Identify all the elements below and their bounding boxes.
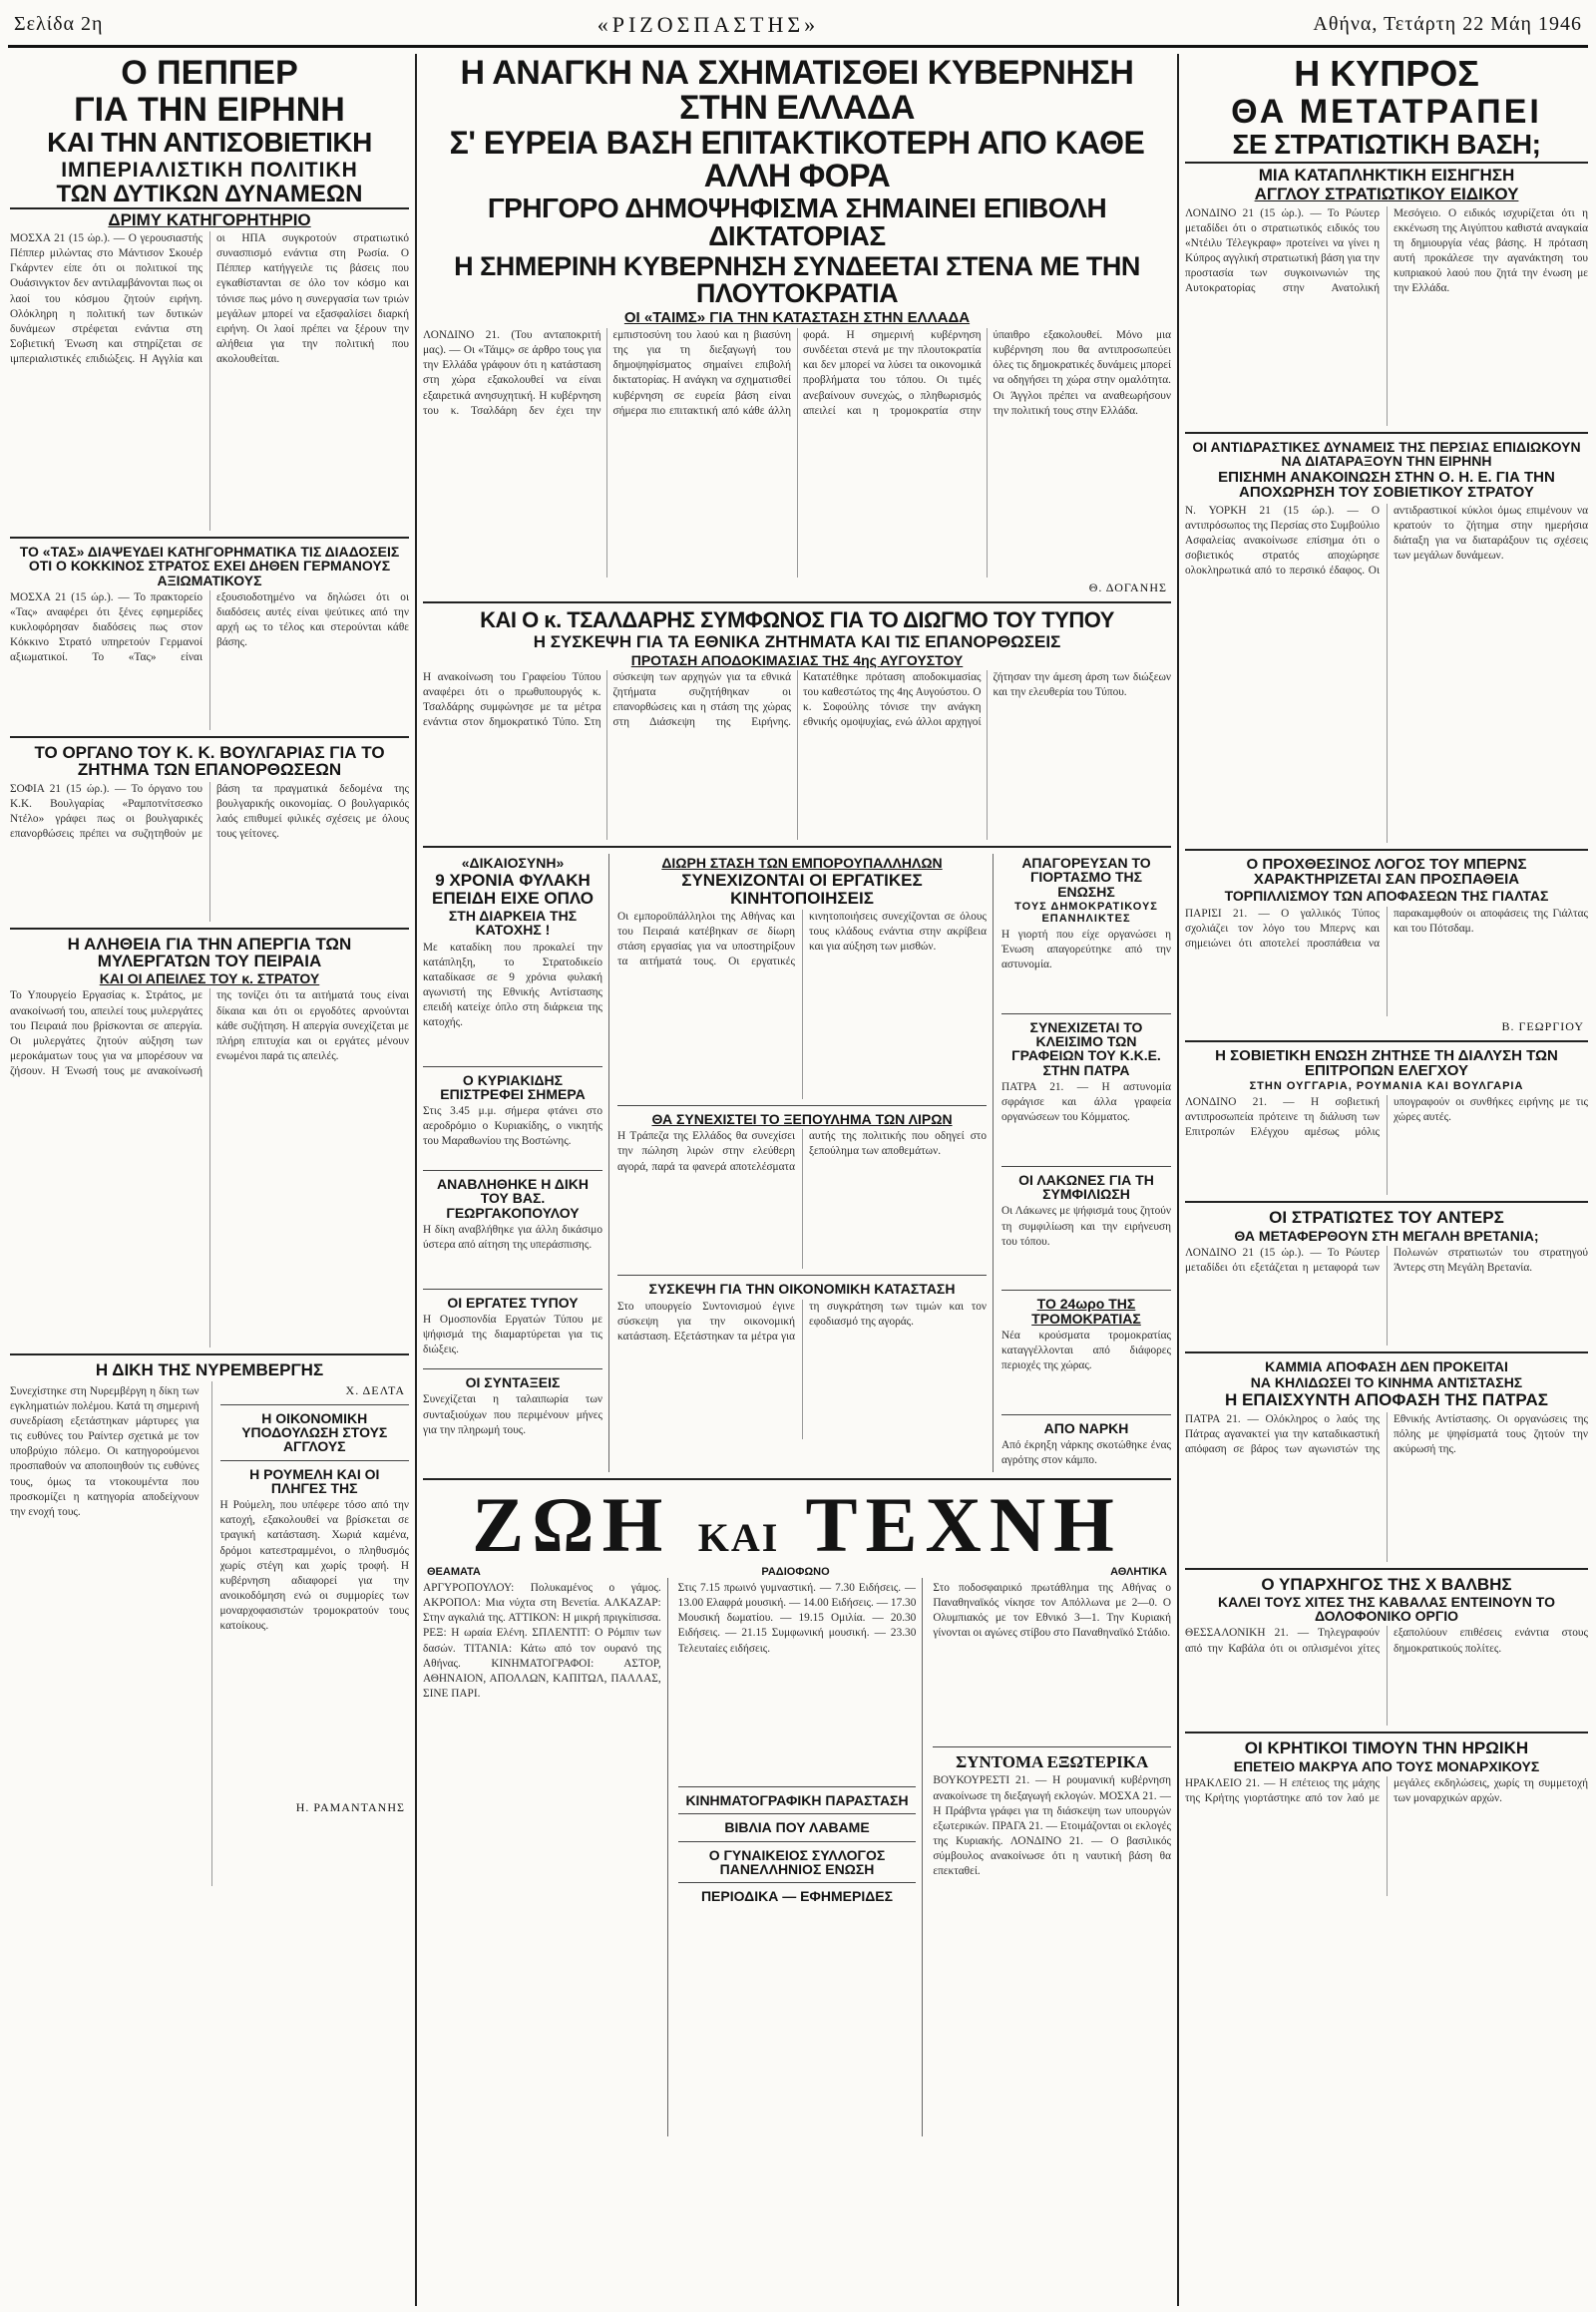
ban-body: Η γιορτή που είχε οργανώσει η Ένωση απαγορεύτηκε από την αστυνομία. bbox=[1001, 928, 1171, 971]
article-nuremberg-body: Συνεχίστηκε στη Νυρεμβέργη η δίκη των εγκληματιών πολέμου. Κατά τη σημερινή συνεδρίαση εξετάστηκαν μάρτυρες για τις ευθύνες του Ραίντερ σχετικά με τον υποβρύχιο πόλεμο. Οι κατηγορούμενοι προσπαθούν να αποποιηθούν τις ευθύνες τους, όμως τα ντοκουμέντα που προσκομίζει η κατηγορία αποδείχνουν την ενοχή τους. bbox=[10, 1384, 200, 1518]
clerks-body: Οι εμποροϋπάλληλοι της Αθήνας και του Πειραιά κατέβηκαν σε δίωρη στάση εργασίας για να υποστηρίξουν τα αιτήματά τους. Οι εργατικές κινητοποιήσεις συνεχίζονται σε όλους τους κλάδους ενάντια στην ακρίβεια και για αύξηση των μισθών. bbox=[617, 911, 987, 968]
tsaldaris-subheadline: Η ΣΥΣΚΕΨΗ ΓΙΑ ΤΑ ΕΘΝΙΚΑ ΖΗΤΗΜΑΤΑ ΚΑΙ ΤΙΣ ΕΠΑΝΟΡΘΩΣΕΙΣ bbox=[533, 632, 1061, 652]
lead-headline-2: Σ' ΕΥΡΕΙΑ ΒΑΣΗ ΕΠΙΤΑΚΤΙΚΟΤΕΡΗ ΑΠΟ ΚΑΘΕ ΑΛΛΗ ΦΟΡΑ bbox=[449, 125, 1145, 193]
section-sports: ΑΘΛΗΤΙΚΑ bbox=[1110, 1566, 1167, 1579]
center-column bbox=[423, 54, 1171, 2306]
zoi-word: ΖΩΗ bbox=[472, 1481, 671, 1569]
byrnes-signature: Β. ΓΕΩΡΓΙΟΥ bbox=[1501, 1018, 1584, 1033]
resistance-subheadline: ΝΑ ΚΗΛΙΔΩΣΕΙ ΤΟ ΚΙΝΗΜΑ ΑΝΤΙΣΤΑΣΗΣ bbox=[1250, 1374, 1523, 1391]
patra-offices-body: ΠΑΤΡΑ 21. — Η αστυνομία σφράγισε και άλλα γραφεία οργανώσεων του Κόμματος. bbox=[1001, 1080, 1171, 1124]
zoi-kai-techni-banner bbox=[423, 1481, 1171, 1569]
column-divider bbox=[1177, 54, 1179, 2306]
left-column bbox=[10, 54, 409, 2306]
dikaiosyni-label: «ΔΙΚΑΙΟΣΥΝΗ» bbox=[461, 855, 565, 872]
right-column bbox=[1185, 54, 1588, 2306]
periodicals-headline: ΠΕΡΙΟΔΙΚΑ — ΕΦΗΜΕΡΙΔΕΣ bbox=[700, 1888, 894, 1905]
cyprus-headline-1: Η ΚΥΠΡΟΣ bbox=[1294, 54, 1479, 94]
clerks-headline: ΔΙΩΡΗ ΣΤΑΣΗ ΤΩΝ ΕΜΠΟΡΟΥΠΑΛΛΗΛΩΝ bbox=[661, 855, 943, 872]
terror-headline: ΤΟ 24ωρο ΤΗΣ ΤΡΟΜΟΚΡΑΤΙΑΣ bbox=[1031, 1296, 1141, 1327]
crete-subheadline: ΕΠΕΤΕΙΟ ΜΑΚΡΥΑ ΑΠΟ ΤΟΥΣ ΜΟΝΑΡΧΙΚΟΥΣ bbox=[1233, 1757, 1540, 1774]
byrnes-subheadline: ΤΟΡΠΙΛΛΙΣΜΟΥ ΤΩΝ ΑΠΟΦΑΣΕΩΝ ΤΗΣ ΓΙΑΛΤΑΣ bbox=[1224, 888, 1549, 905]
headline-bulgaria: ΤΟ ΟΡΓΑΝΟ ΤΟΥ Κ. Κ. ΒΟΥΛΓΑΡΙΑΣ ΓΙΑ ΤΟ ΖΗΤΗΜΑ ΤΩΝ ΕΠΑΝΟΡΘΩΣΕΩΝ bbox=[34, 742, 385, 780]
kyriakidis-headline: Ο ΚΥΡΙΑΚΙΔΗΣ ΕΠΙΣΤΡΕΦΕΙ ΣΗΜΕΡΑ bbox=[440, 1071, 586, 1102]
dikaiosyni-body: Με καταδίκη που προκαλεί την κατάπληξη, το Στρατοδικείο καταδίκασε σε 9 χρόνια φυλακή αγωνιστή της Εθνικής Αντίστασης επειδή κατείχε όπλο στη διάρκεια της κατοχής. bbox=[423, 941, 602, 1029]
anders-headline: ΟΙ ΣΤΡΑΤΙΩΤΕΣ ΤΟΥ ΑΝΤΕΡΣ bbox=[1269, 1208, 1504, 1228]
subheadline-millworkers: ΚΑΙ ΟΙ ΑΠΕΙΛΕΣ ΤΟΥ κ. ΣΤΡΑΤΟΥ bbox=[99, 970, 320, 987]
article-tass-body: ΜΟΣΧΑ 21 (15 ώρ.). — Το πρακτορείο «Τας» αναφέρει ότι ξένες εφημερίδες κυκλοφόρησαν διαδόσεις πως στον Κόκκινο Στρατό υπηρετούν Γερμανοί αξιωματικοί. Το «Τας» είναι εξουσιοδοτημένο να δηλώσει ότι οι διαδόσεις αυτές είναι ψεύτικες από την αρχή ως το τέλος και στερούνται κάθε βάσης. bbox=[10, 590, 409, 664]
article-pepper-body: ΜΟΣΧΑ 21 (15 ώρ.). — Ο γερουσιαστής Πέππερ μιλώντας στο Μάντισον Σκουέρ Γκάρντεν είπε ότι οι πολιτικοί της Ουάσινγκτον δεν αντιλαμβάνονται πως οι λαοί του κόσμου ζητούν ειρήνη. Ολόκληρη η πολιτική των δυτικών δυνάμεων στρέφεται ενάντια στη Σοβιετική Ένωση και στηρίζεται σε ιμπεριαλιστικές επιδιώξεις. Η Αγγλία και οι ΗΠΑ συγκροτούν στρατιωτικό συνασπισμό ενάντια στη Ρωσία. Ο Πέππερ κατήγγειλε τις βάσεις που εγκαθίστανται σε όλο τον κόσμο και τόνισε πως μόνο η συνεργασία των τριών μεγάλων μπορεί να εξασφαλίσει διαρκή ειρήνη. Οι λαοί πρέπει να ξέρουν την αλήθεια για την πολιτική που ακολουθείται. bbox=[10, 232, 409, 366]
lead-headline-1: Η ΑΝΑΓΚΗ ΝΑ ΣΧΗΜΑΤΙΣΘΕΙ ΚΥΒΕΡΝΗΣΗ ΣΤΗΝ ΕΛΛΑΔΑ bbox=[460, 54, 1134, 127]
tsaldaris-body: Η ανακοίνωση του Γραφείου Τύπου αναφέρει ότι ο πρωθυπουργός κ. Τσαλδάρης συμφώνησε με τα μέτρα ενάντια στον δημοκρατικό Τύπο. Στη σύσκεψη των αρχηγών για τα εθνικά ζητήματα συζητήθηκαν οι επανορθώσεις και η στάση της χώρας στη Διάσκεψη της Ειρήνης. Κατατέθηκε πρόταση αποδοκιμασίας του καθεστώτος της 4ης Αυγούστου. Ο κ. Σοφούλης τόνισε την ανάγκη εθνικής ομοψυχίας, ενώ άλλοι αρχηγοί ζήτησαν την άμεση άρση των διώξεων και την ελευθερία του Τύπου. bbox=[423, 671, 1171, 729]
economy-body: Στο υπουργείο Συντονισμού έγινε σύσκεψη για την οικονομική κατάσταση. Εξετάστηκαν τα μέτρα για τη συγκράτηση των τιμών και τον εφοδιασμό της αγοράς. bbox=[617, 1300, 987, 1343]
crete-headline: ΟΙ ΚΡΗΤΙΚΟΙ ΤΙΜΟΥΝ ΤΗΝ ΗΡΩΙΚΗ bbox=[1244, 1738, 1529, 1758]
lead-subheadline: ΟΙ «ΤΑΙΜΣ» ΓΙΑ ΤΗΝ ΚΑΤΑΣΤΑΣΗ ΣΤΗΝ ΕΛΛΑΔΑ bbox=[623, 308, 971, 326]
mine-headline: ΑΠΟ ΝΑΡΚΗ bbox=[1043, 1420, 1129, 1436]
issue-date: Αθήνα, Τετάρτη 22 Μάη 1946 bbox=[1313, 13, 1582, 35]
lakones-body: Οι Λάκωνες με ψήφισμά τους ζητούν τη συμφιλίωση και την ειρήνευση του τόπου. bbox=[1001, 1205, 1171, 1248]
womens-club-headline: Ο ΓΥΝΑΙΚΕΙΟΣ ΣΥΛΛΟΓΟΣ ΠΑΝΕΛΛΗΝΙΟΣ ΕΝΩΣΗ bbox=[708, 1846, 886, 1877]
kavala-subheadline: ΚΑΛΕΙ ΤΟΥΣ ΧΙΤΕΣ ΤΗΣ ΚΑΒΑΛΑΣ ΕΝΤΕΙΝΟΥΝ ΤΟ ΔΟΛΟΦΟΝΙΚΟ ΟΡΓΙΟ bbox=[1217, 1593, 1555, 1625]
headline-tass: ΤΟ «ΤΑΣ» ΔΙΑΨΕΥΔΕΙ ΚΑΤΗΓΟΡΗΜΑΤΙΚΑ ΤΙΣ ΔΙΑΔΟΣΕΙΣ ΟΤΙ Ο ΚΟΚΚΙΝΟΣ ΣΤΡΑΤΟΣ ΕΧΕΙ ΔΗΘΕΝ ΓΕΡΜΑΝΟΥΣ ΑΞΙΩΜΑΤΙΚΟΥΣ bbox=[19, 544, 400, 588]
article-millworkers-body: Το Υπουργείο Εργασίας κ. Στράτος, με ανακοίνωσή του, απειλεί τους μυλεργάτες του Πειραιά που βρίσκονται σε απεργία. Οι μυλεργάτες ζητούν αύξηση των μεροκάματων τους για να μπορέσουν να ζήσουν. Η Ένωσή τους με ανακοίνωσή της τονίζει ότι τα αιτήματά τους είναι δίκαια και ότι οι εργοδότες αρνούνται κάθε συζήτηση. Η απεργία συνεχίζεται με πλήρη επιτυχία και οι εργάτες μένουν ενωμένοι παρά τις απειλές. bbox=[10, 989, 409, 1078]
foreign-brief-headline: ΣΥΝΤΟΜΑ ΕΞΩΤΕΡΙΚΑ bbox=[956, 1752, 1149, 1772]
patra-decision-headline: Η ΕΠΑΙΣΧΥΝΤΗ ΑΠΟΦΑΣΗ ΤΗΣ ΠΑΤΡΑΣ bbox=[1225, 1390, 1548, 1410]
ban-headline: ΑΠΑΓΟΡΕΥΣΑΝ ΤΟ ΓΙΟΡΤΑΣΜΟ ΤΗΣ ΕΝΩΣΗΣ bbox=[1021, 855, 1151, 900]
headline-economic: Η ΟΙΚΟΝΟΜΙΚΗ ΥΠΟΔΟΥΛΩΣΗ ΣΤΟΥΣ ΑΓΓΛΟΥΣ bbox=[241, 1409, 388, 1455]
georgakopoulos-headline: ΑΝΑΒΛΗΘΗΚΕ Η ΔΙΚΗ ΤΟΥ ΒΑΣ. ΓΕΩΡΓΑΚΟΠΟΥΛΟΥ bbox=[437, 1176, 589, 1221]
techni-word: ΤΕΧΝΗ bbox=[805, 1481, 1122, 1569]
headline-pepper-4: ΙΜΠΕΡΙΑΛΙΣΤΙΚΗ ΠΟΛΙΤΙΚΗ bbox=[61, 158, 358, 182]
clerks-subheadline: ΣΥΝΕΧΙΖΟΝΤΑΙ ΟΙ ΕΡΓΑΤΙΚΕΣ ΚΙΝΗΤΟΠΟΙΗΣΕΙΣ bbox=[681, 871, 923, 908]
foreign-brief-body: ΒΟΥΚΟΥΡΕΣΤΙ 21. — Η ρουμανική κυβέρνηση ανακοίνωσε τη διεξαγωγή εκλογών. ΜΟΣΧΑ 21. — Η Πράβντα γράφει για τη διάσκεψη των υπουργών εξωτερικών. ΠΡΑΓΑ 21. — Ετοιμάζονται οι εκλογές της Κυριακής. ΛΟΝΔΙΝΟ 21. — Ο βασιλικός σύμβουλος ανακοίνωσε ότι η ναυτική βάση θα επεκταθεί. bbox=[933, 1774, 1171, 1878]
cyprus-subheadline-2: ΑΓΓΛΟΥ ΣΤΡΑΤΙΩΤΙΚΟΥ ΕΙΔΙΚΟΥ bbox=[1254, 185, 1519, 204]
patra-offices-headline: ΣΥΝΕΧΙΖΕΤΑΙ ΤΟ ΚΛΕΙΣΙΜΟ ΤΩΝ ΓΡΑΦΕΙΩΝ ΤΟΥ Κ.Κ.Ε. ΣΤΗΝ ΠΑΤΡΑ bbox=[1011, 1018, 1161, 1078]
section-radio: ΡΑΔΙΟΦΩΝΟ bbox=[761, 1566, 830, 1579]
section-theamata: ΘΕΑΜΑΤΑ bbox=[427, 1566, 481, 1579]
anders-subheadline: ΘΑ ΜΕΤΑΦΕΡΘΟΥΝ ΣΤΗ ΜΕΓΑΛΗ ΒΡΕΤΑΝΙΑ; bbox=[1234, 1227, 1539, 1244]
patra-decision-body: ΠΑΤΡΑ 21. — Ολόκληρος ο λαός της Πάτρας αγανακτεί για την καταδικαστική απόφαση σε βάρος των αγωνιστών της Εθνικής Αντίστασης. Οι οργανώσεις της πόλης με ψηφίσματά τους ζητούν την ακύρωσή της. bbox=[1185, 1412, 1588, 1455]
tsaldaris-headline: ΚΑΙ Ο κ. ΤΣΑΛΔΑΡΗΣ ΣΥΜΦΩΝΟΣ ΓΙΑ ΤΟ ΔΙΩΓΜΟ ΤΟΥ ΤΥΠΟΥ bbox=[480, 607, 1114, 633]
persia-body: Ν. ΥΟΡΚΗ 21 (15 ώρ.). — Ο αντιπρόσωπος της Περσίας στο Συμβούλιο Ασφαλείας ανακοίνωσε επίσημα ότι ο σοβιετικός στρατός αποχώρησε ολοκληρωτικά από το περσικό έδαφος. Οι αντιδραστικοί κύκλοι όμως επιμένουν να κρατούν το ζήτημα στην ημερήσια διάταξη για να διαταράξουν τις σχέσεις των μεγάλων δυνάμεων. bbox=[1185, 504, 1588, 578]
pounds-headline: ΘΑ ΣΥΝΕΧΙΣΤΕΙ ΤΟ ΞΕΠΟΥΛΗΜΑ ΤΩΝ ΛΙΡΩΝ bbox=[651, 1111, 953, 1127]
pensions-body: Συνεχίζεται η ταλαιπωρία των συνταξιούχων που περιμένουν μήνες για την πληρωμή τους. bbox=[423, 1393, 602, 1436]
headline-millworkers: Η ΑΛΗΘΕΙΑ ΓΙΑ ΤΗΝ ΑΠΕΡΓΙΑ ΤΩΝ ΜΥΛΕΡΓΑΤΩΝ ΤΟΥ ΠΕΙΡΑΙΑ bbox=[67, 934, 352, 970]
headline-pepper-2: ΓΙΑ ΤΗΝ ΕΙΡΗΝΗ bbox=[74, 90, 345, 129]
page-number: Σελίδα 2η bbox=[14, 13, 104, 35]
cyprus-body: ΛΟΝΔΙΝΟ 21 (15 ώρ.). — Το Ρώυτερ μεταδίδει ότι ο στρατιωτικός ειδικός του «Ντέιλυ Τέλεγκραφ» προτείνει να γίνει η Κύπρος αγγλική στρατιωτική βάση για την προστασία των συγκοινωνιών της Αυτοκρατορίας στην Ανατολική Μεσόγειο. Ο ειδικός ισχυρίζεται ότι η εκκένωση της Αιγύπτου καθιστά αναγκαία τη δημιουργία νέας βάσης. Η πρόταση αυτή προκάλεσε την αγανάκτηση του κυπριακού λαού που ζητά την ένωση με την Ελλάδα. bbox=[1185, 206, 1588, 295]
anders-body: ΛΟΝΔΙΝΟ 21 (15 ώρ.). — Το Ρώυτερ μεταδίδει ότι εξετάζεται η μεταφορά των Πολωνών στρατιωτών του στρατηγού Άντερς στη Μεγάλη Βρετανία. bbox=[1185, 1246, 1588, 1274]
subheadline-pepper: ΔΡΙΜΥ ΚΑΤΗΓΟΡΗΤΗΡΙΟ bbox=[108, 209, 311, 229]
kavala-body: ΘΕΣΣΑΛΟΝΙΚΗ 21. — Τηλεγραφούν από την Καβάλα ότι οι οπλισμένοι χίτες εξαπολύουν επιθέσεις ενάντια στους δημοκρατικούς πολίτες. bbox=[1185, 1627, 1588, 1655]
control-commissions-headline: Η ΣΟΒΙΕΤΙΚΗ ΕΝΩΣΗ ΖΗΤΗΣΕ ΤΗ ΔΙΑΛΥΣΗ ΤΩΝ ΕΠΙΤΡΟΠΩΝ ΕΛΕΓΧΟΥ bbox=[1215, 1046, 1558, 1079]
article-bulgaria-body: ΣΟΦΙΑ 21 (15 ώρ.). — Το όργανο του Κ.Κ. Βουλγαρίας «Ραμποτνίτσεσκο Ντέλο» γράφει πως οι βουλγαρικές επανορθώσεις πρέπει να συζητηθούν με βάση τα πραγματικά δεδομένα της βουλγαρικής οικονομίας. Ο βουλγαρικός λαός επιθυμεί φιλικές σχέσεις με όλους τους γείτονες. bbox=[10, 782, 409, 840]
lead-headline-3: ΓΡΗΓΟΡΟ ΔΗΜΟΨΗΦΙΣΜΑ ΣΗΜΑΙΝΕΙ ΕΠΙΒΟΛΗ ΔΙΚΤΑΤΟΡΙΑΣ bbox=[487, 192, 1107, 252]
pensions-headline: ΟΙ ΣΥΝΤΑΞΕΙΣ bbox=[465, 1374, 561, 1391]
persia-subheadline: ΕΠΙΣΗΜΗ ΑΝΑΚΟΙΝΩΣΗ ΣΤΗΝ Ο. Η. Ε. ΓΙΑ ΤΗΝ ΑΠΟΧΩΡΗΣΗ ΤΟΥ ΣΟΒΙΕΤΙΚΟΥ ΣΤΡΑΤΟΥ bbox=[1218, 469, 1555, 502]
headline-pepper: Ο ΠΕΠΠΕΡ bbox=[121, 54, 298, 92]
persia-headline: ΟΙ ΑΝΤΙΔΡΑΣΤΙΚΕΣ ΔΥΝΑΜΕΙΣ ΤΗΣ ΠΕΡΣΙΑΣ ΕΠΙΔΙΩΚΟΥΝ ΝΑ ΔΙΑΤΑΡΑΞΟΥΝ ΤΗΝ ΕΙΡΗΝΗ bbox=[1192, 438, 1581, 469]
lakones-headline: ΟΙ ΛΑΚΩΝΕΣ ΓΙΑ ΤΗ ΣΥΜΦΙΛΙΩΣΗ bbox=[1018, 1171, 1154, 1203]
newspaper-name: «ΡΙΖΟΣΠΑΣΤΗΣ» bbox=[597, 11, 820, 37]
resistance-headline: ΚΑΜΜΙΑ ΑΠΟΦΑΣΗ ΔΕΝ ΠΡΟΚΕΙΤΑΙ bbox=[1265, 1357, 1508, 1374]
kyriakidis-body: Στις 3.45 μ.μ. σήμερα φτάνει στο αεροδρόμιο ο Κυριακίδης, ο νικητής του Μαραθωνίου της Βοστώνης. bbox=[423, 1105, 602, 1148]
headline-roumeli: Η ΡΟΥΜΕΛΗ ΚΑΙ ΟΙ ΠΛΗΓΕΣ ΤΗΣ bbox=[249, 1465, 380, 1496]
lead-signature: Θ. ΔΟΓΑΝΗΣ bbox=[1088, 580, 1167, 595]
ban-subheadline: ΤΟΥΣ ΔΗΜΟΚΡΑΤΙΚΟΥΣ ΕΠΑΝΗΛΙΚΤΕΣ bbox=[1014, 900, 1158, 925]
byrnes-headline: Ο ΠΡΟΧΘΕΣΙΝΟΣ ΛΟΓΟΣ ΤΟΥ ΜΠΕΡΝΣ ΧΑΡΑΚΤΗΡΙΖΕΤΑΙ ΣΑΝ ΠΡΟΣΠΑΘΕΙΑ bbox=[1246, 855, 1527, 889]
signature-delta: Χ. ΔΕΛΤΑ bbox=[345, 1382, 405, 1397]
books-received-headline: ΒΙΒΛΙΑ ΠΟΥ ΛΑΒΑΜΕ bbox=[724, 1819, 870, 1836]
mine-body: Από έκρηξη νάρκης σκοτώθηκε ένας αγρότης στον κάμπο. bbox=[1001, 1439, 1171, 1467]
cyprus-subheadline-1: ΜΙΑ ΚΑΤΑΠΛΗΚΤΙΚΗ ΕΙΣΗΓΗΣΗ bbox=[1185, 162, 1588, 184]
signature-ramantanis: Η. ΡΑΜΑΝΤΑΝΗΣ bbox=[295, 1800, 405, 1815]
terror-body: Νέα κρούσματα τρομοκρατίας καταγγέλλονται από διάφορες περιοχές της χώρας. bbox=[1001, 1330, 1171, 1372]
masthead bbox=[8, 4, 1588, 48]
kavala-headline: Ο ΥΠΑΡΧΗΓΟΣ ΤΗΣ Χ ΒΑΛΒΗΣ bbox=[1261, 1574, 1512, 1594]
cyprus-headline-3: ΣΕ ΣΤΡΑΤΙΩΤΙΚΗ ΒΑΣΗ; bbox=[1232, 129, 1541, 161]
economy-headline: ΣΥΣΚΕΨΗ ΓΙΑ ΤΗΝ ΟΙΚΟΝΟΜΙΚΗ ΚΑΤΑΣΤΑΣΗ bbox=[648, 1281, 956, 1298]
headline-pepper-5: ΤΩΝ ΔΥΤΙΚΩΝ ΔΥΝΑΜΕΩΝ bbox=[10, 183, 409, 208]
dikaiosyni-headline: 9 ΧΡΟΝΙΑ ΦΥΛΑΚΗ ΕΠΕΙΔΗ ΕΙΧΕ ΟΠΛΟ bbox=[432, 871, 594, 908]
pounds-body: Η Τράπεζα της Ελλάδος θα συνεχίσει την πώληση λιρών στην ελεύθερη αγορά, παρά τα φανερά αποτελέσματα αυτής της πολιτικής που οδηγεί στο ξεπούλημα των αποθεμάτων. bbox=[617, 1130, 987, 1173]
cyprus-headline-2: ΘΑ ΜΕΤΑΤΡΑΠΕΙ bbox=[1231, 92, 1542, 131]
sports-body: Στο ποδοσφαιρικό πρωτάθλημα της Αθήνας ο Παναθηναϊκός νίκησε τον Απόλλωνα με 2—0. Ο Ολυμπιακός με τον Εθνικό 3—1. Την Κυριακή γίνονται οι αγώνες στίβου στο Παναθηναϊκό Στάδιο. bbox=[933, 1582, 1171, 1640]
radio-listing: Στις 7.15 πρωινό γυμναστική. — 7.30 Ειδήσεις. — 13.00 Ελαφρά μουσική. — 14.00 Ειδήσεις. — 17.30 Μουσική δωματίου. — 19.15 Ομιλία. — 20.30 Ειδήσεις. — 21.15 Συμφωνική μουσική. — 23.30 Τελευταίες ειδήσεις. bbox=[677, 1582, 917, 1655]
lead-article-body: ΛΟΝΔΙΝΟ 21. (Του ανταποκριτή μας). — Οι «Τάιμς» σε άρθρο τους για την Ελλάδα γράφουν ότι η κατάσταση στη χώρα εξακολουθεί να είναι εξαιρετικά ανησυχητική. Η κυβέρνηση του κ. Τσαλδάρη δεν έχει την εμπιστοσύνη του λαού και η βιασύνη της για τη διεξαγωγή του δημοψηφίσματος σημαίνει επιβολή δικτατορίας. Η ανάγκη να σχηματισθεί κυβέρνηση σε ευρεία βάση είναι σήμερα πιο επιτακτική από κάθε άλλη φορά. Η σημερινή κυβέρνηση συνδέεται στενά με την πλουτοκρατία και δεν μπορεί να λύσει τα οικονομικά προβλήματα του τόπου. Οι τιμές ανεβαίνουν συνεχώς, ο πληθωρισμός απειλεί και η τρομοκρατία στην ύπαιθρο εξακολουθεί. Μόνο μια κυβέρνηση που θα αντιπροσωπεύει όλες τις δημοκρατικές δυνάμεις μπορεί να οδηγήσει τη χώρα στην ομαλότητα. Οι Άγγλοι πρέπει να αναθεωρήσουν την πολιτική τους στην Ελλάδα. bbox=[423, 329, 1171, 417]
tsaldaris-proposal: ΠΡΟΤΑΣΗ ΑΠΟΔΟΚΙΜΑΣΙΑΣ ΤΗΣ 4ης ΑΥΓΟΥΣΤΟΥ bbox=[630, 651, 964, 668]
press-workers-headline: ΟΙ ΕΡΓΑΤΕΣ ΤΥΠΟΥ bbox=[447, 1294, 579, 1311]
crete-body: ΗΡΑΚΛΕΙΟ 21. — Η επέτειος της μάχης της Κρήτης γιορτάστηκε από τον λαό με μεγάλες εκδηλώσεις, χωρίς τη συμμετοχή των μοναρχικών αρχών. bbox=[1185, 1777, 1588, 1805]
control-commissions-subheadline: ΣΤΗΝ ΟΥΓΓΑΡΙΑ, ΡΟΥΜΑΝΙΑ ΚΑΙ ΒΟΥΛΓΑΡΙΑ bbox=[1249, 1080, 1524, 1093]
dikaiosyni-subheadline: ΣΤΗ ΔΙΑΡΚΕΙΑ ΤΗΣ ΚΑΤΟΧΗΣ ! bbox=[448, 908, 578, 939]
press-workers-body: Η Ομοσπονδία Εργατών Τύπου με ψήφισμά της διαμαρτύρεται για τις διώξεις. bbox=[423, 1314, 602, 1356]
georgakopoulos-body: Η δίκη αναβλήθηκε για άλλη δικάσιμο ύστερα από αίτηση της υπεράσπισης. bbox=[423, 1223, 602, 1251]
headline-pepper-3: ΚΑΙ ΤΗΝ ΑΝΤΙΣΟΒΙΕΤΙΚΗ bbox=[47, 127, 372, 159]
lead-headline-4: Η ΣΗΜΕΡΙΝΗ ΚΥΒΕΡΝΗΣΗ ΣΥΝΔΕΕΤΑΙ ΣΤΕΝΑ ΜΕ ΤΗΝ ΠΛΟΥΤΟΚΡΑΤΙΑ bbox=[454, 250, 1140, 309]
headline-nuremberg: Η ΔΙΚΗ ΤΗΣ ΝΥΡΕΜΒΕΡΓΗΣ bbox=[95, 1360, 324, 1380]
theamata-listing: ΑΡΓΥΡΟΠΟΥΛΟΥ: Πολυκαμένος ο γάμος. ΑΚΡΟΠΟΛ: Μια νύχτα στη Βενετία. ΑΛΚΑΖΑΡ: Στην αγκαλιά της. ΑΤΤΙΚΟΝ: Η μικρή πριγκίπισσα. ΡΕΞ: Η ωραία Ελένη. ΣΠΛΕΝΤΙΤ: Ο Ρόμπιν των δασών. ΤΙΤΑΝΙΑ: Κάτω από τον ουρανό της Αθήνας. ΚΙΝΗΜΑΤΟΓΡΑΦΟΙ: ΑΣΤΟΡ, ΑΘΗΝΑΙΟΝ, ΑΠΟΛΛΩΝ, ΚΑΠΙΤΩΛ, ΠΑΛΛΑΣ, ΣΙΝΕ ΠΑΡΙ. bbox=[423, 1582, 661, 1700]
cinema-showing-headline: ΚΙΝΗΜΑΤΟΓΡΑΦΙΚΗ ΠΑΡΑΣΤΑΣΗ bbox=[685, 1792, 909, 1809]
control-commissions-body: ΛΟΝΔΙΝΟ 21. — Η σοβιετική αντιπροσωπεία πρότεινε τη διάλυση των Επιτροπών Ελέγχου αμέσως μόλις υπογραφούν οι συνθήκες ειρήνης με τις χώρες αυτές. bbox=[1185, 1096, 1588, 1139]
kai-word: ΚΑΙ bbox=[697, 1515, 780, 1561]
article-roumeli-body: Η Ρούμελη, που υπέφερε τόσο από την κατοχή, εξακολουθεί να βρίσκεται σε τραγική κατάσταση. Χωριά καμένα, δρόμοι κατεστραμμένοι, ο πληθυσμός χωρίς στέγη και χωρίς τροφή. Η κυβέρνηση αδιαφορεί για την ανοικοδόμηση ενώ οι συμμορίες των μοναρχοφασιστών τρομοκρατούν τους κατοίκους. bbox=[219, 1499, 409, 1633]
column-divider bbox=[415, 54, 417, 2306]
byrnes-body: ΠΑΡΙΣΙ 21. — Ο γαλλικός Τύπος σχολιάζει τον λόγο του Μπερνς και σημειώνει ότι αποτελεί προσπάθεια να παρακαμφθούν οι αποφάσεις της Γιάλτας και του Πότσδαμ. bbox=[1185, 907, 1588, 950]
